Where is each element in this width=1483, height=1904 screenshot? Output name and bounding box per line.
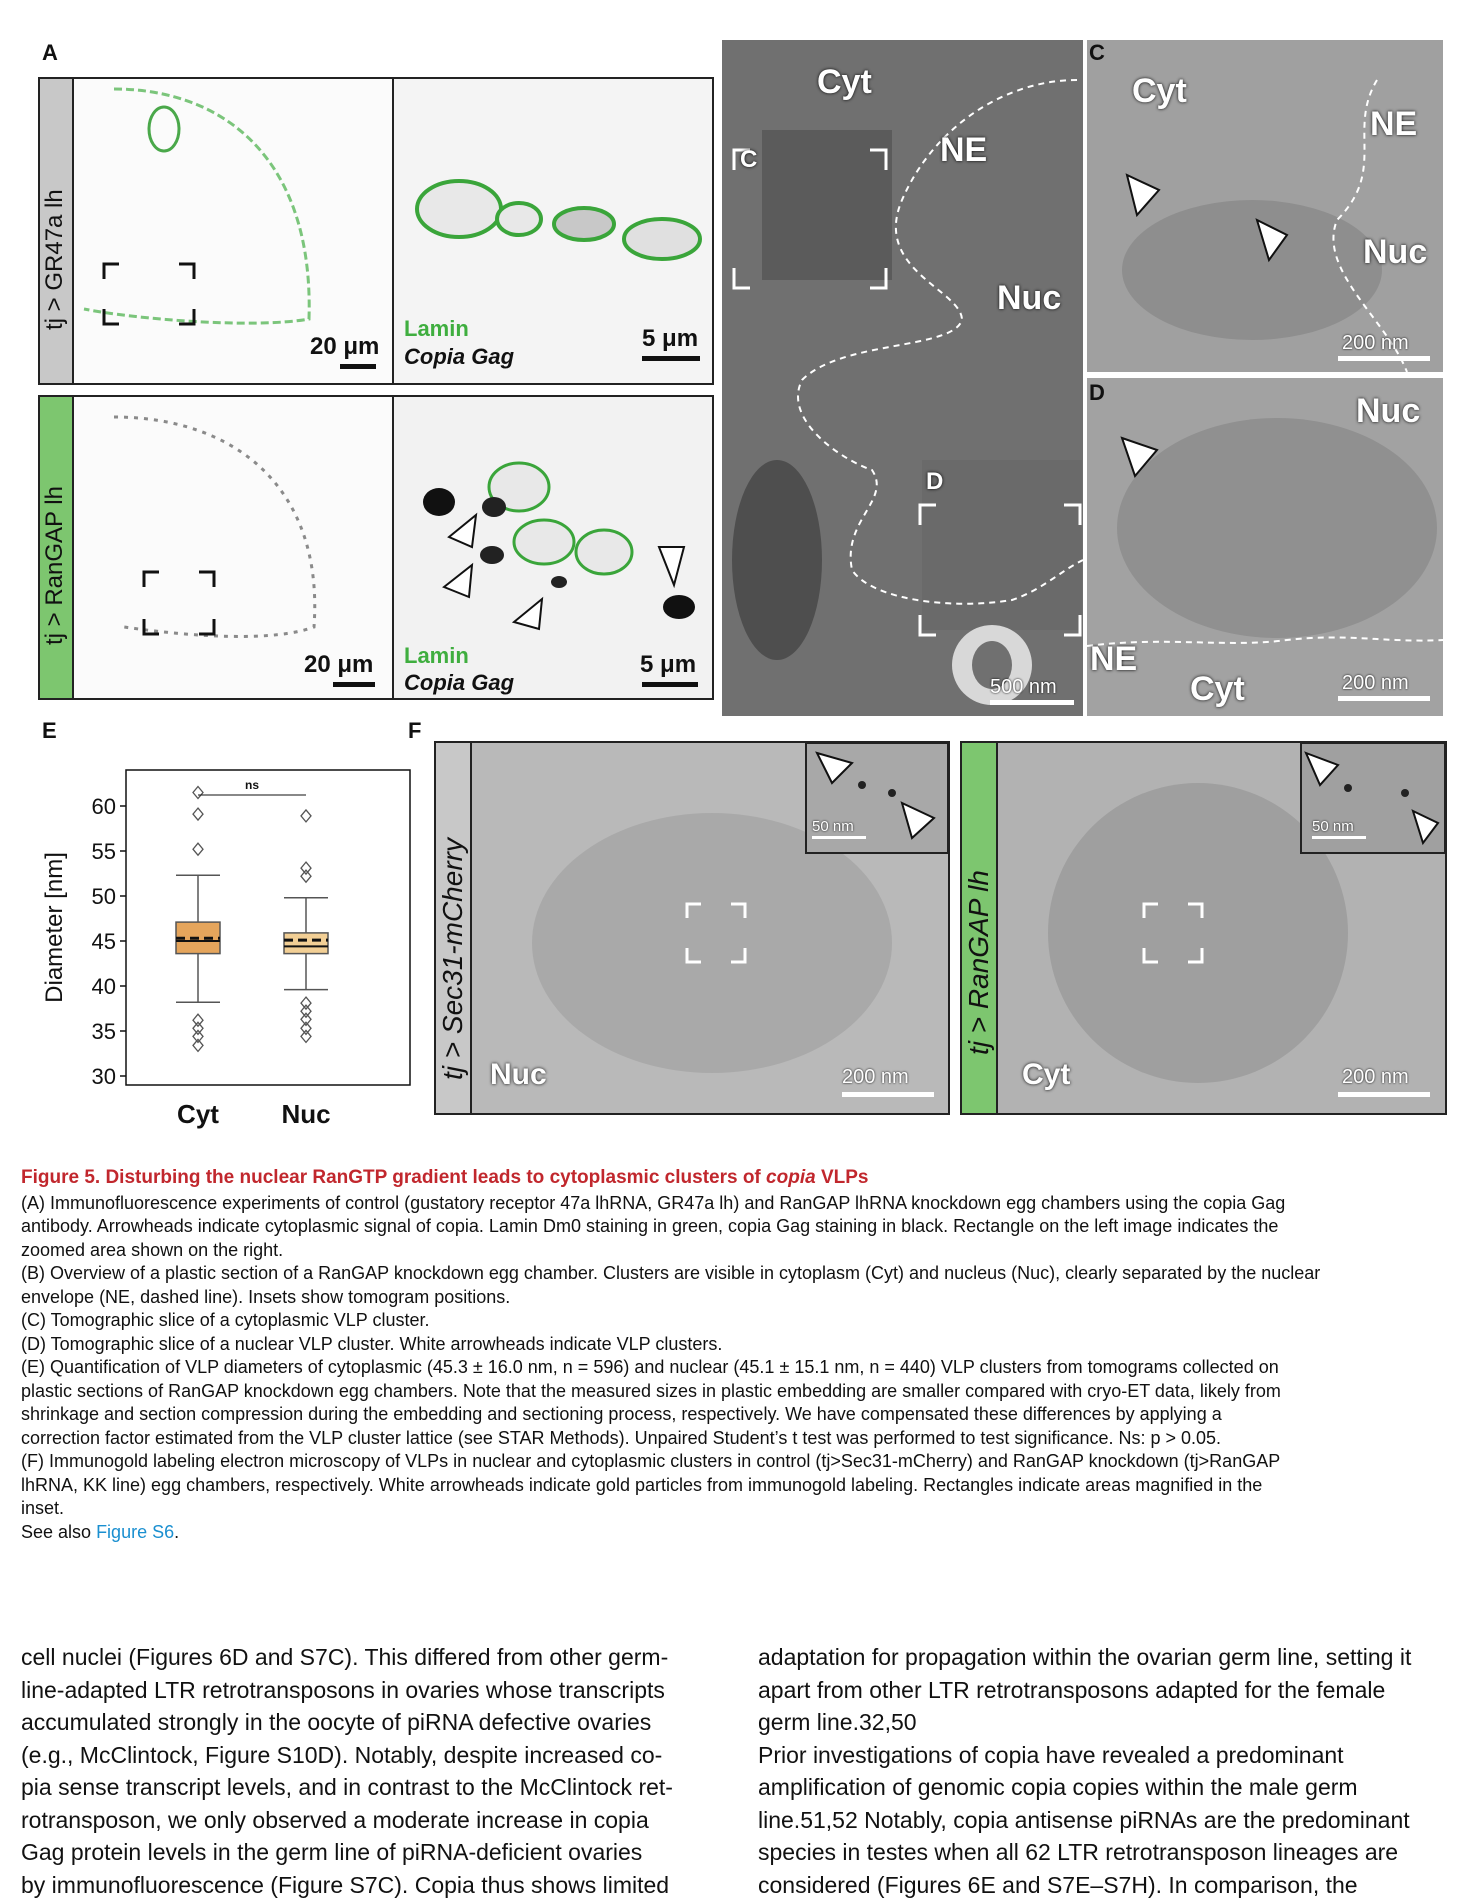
see-also-link[interactable]: Figure S6 — [96, 1521, 175, 1542]
nuclear-envelope-trace — [722, 40, 1083, 716]
panel-f-right-region-label: Cyt — [1022, 1058, 1071, 1091]
see-also-prefix: See also — [21, 1521, 97, 1542]
body-line: rotransposon, we only observed a moderate increase in copia — [21, 1806, 649, 1833]
caption-lines — [21, 1192, 1461, 1521]
panel-b-em-overview — [722, 40, 1083, 716]
caption-line: (A) Immunofluorescence experiments of control (gustatory receptor 47a lhRNA, GR47a lh) and RanGAP lhRNA knockdown egg chambers using the copia Gag — [21, 1192, 1286, 1213]
body-line: line.51,52 Notably, copia antisense piRNAs are the predominant — [758, 1806, 1410, 1833]
panel-a-top-scale-left-label: 20 μm — [310, 333, 380, 360]
caption-line: correction factor estimated from the VLP cluster lattice (see STAR Methods). Unpaired Student’s t test was performed to test significance. Ns: p > 0.05. — [21, 1427, 1222, 1448]
panel-f-left-scale-bar — [842, 1092, 934, 1097]
diameter-boxplot — [40, 730, 420, 1135]
panel-a-top-label: tj > GR47a lh — [41, 189, 68, 330]
outlier-point — [193, 1039, 203, 1051]
panel-letter-c: C — [1089, 40, 1105, 65]
outlier-point — [301, 862, 311, 874]
body-line: by immunofluorescence (Figure S7C). Copia thus shows limited — [21, 1871, 670, 1898]
body-line: apart from other LTR retrotransposons adapted for the female — [758, 1676, 1386, 1703]
caption-see-also — [21, 1521, 1461, 1545]
outlier-point — [193, 1030, 203, 1042]
panel-b-scale-bar — [990, 700, 1074, 705]
panel-a-bottom-scale-right-label: 5 μm — [640, 651, 697, 678]
outlier-point — [193, 1014, 203, 1026]
caption-line: antibody. Arrowheads indicate cytoplasmic signal of copia. Lamin Dm0 staining in green, copia Gag staining in black. Rectangle on the left image indicates the — [21, 1216, 1279, 1236]
panel-f-left-region-label: Nuc — [490, 1058, 547, 1091]
outlier-point — [301, 1022, 311, 1034]
caption-title — [21, 1166, 1461, 1190]
x-tick-label: Nuc — [281, 1099, 331, 1129]
caption-line: envelope (NE, dashed line). Insets show tomogram positions. — [21, 1286, 511, 1307]
caption-line: zoomed area shown on the right. — [21, 1239, 284, 1260]
panel-a-top-legend-lamin: Lamin — [404, 316, 469, 341]
panel-f-right-inset-scale-label: 50 nm — [1312, 818, 1354, 835]
body-line: Prior investigations of copia have revealed a predominant — [758, 1741, 1344, 1768]
panel-letter-a: A — [42, 40, 58, 65]
outlier-point — [301, 1030, 311, 1042]
body-column-right — [758, 1641, 1463, 1901]
body-line: amplification of genomic copia copies within the male germ — [758, 1774, 1358, 1800]
outlier-point — [301, 810, 311, 822]
panel-c-nuc-label: Nuc — [1363, 233, 1428, 271]
body-line: line-adapted LTR retrotransposons in ovaries whose transcripts — [21, 1676, 665, 1703]
panel-f-left-label: tj > Sec31-mCherry — [437, 838, 468, 1080]
caption-line: plastic sections of RanGAP knockdown egg chambers. Note that the measured sizes in plastic embedding are smaller compared with cryo-ET data, likely from — [21, 1380, 1281, 1401]
panel-letter-e: E — [42, 718, 57, 743]
outlier-point — [193, 787, 203, 799]
panel-a-top-scale-right-bar — [642, 356, 700, 361]
body-line: germ line.32,50 — [758, 1709, 917, 1735]
caption-line: (F) Immunogold labeling electron microscopy of VLPs in nuclear and cytoplasmic clusters in control (tj>Sec31-mCherry) and RanGAP knockdown (tj>RanGAP — [21, 1451, 1281, 1471]
caption-line: (C) Tomographic slice of a cytoplasmic VLP cluster. — [21, 1310, 430, 1330]
caption-title-start: Figure 5. Disturbing the nuclear RanGTP gradient leads to cytoplasmic clusters of — [21, 1167, 767, 1188]
y-tick-label: 40 — [91, 974, 116, 999]
outlier-point — [193, 808, 203, 820]
panel-f-right-scale-bar — [1338, 1092, 1430, 1097]
y-axis-label: Diameter [nm] — [41, 852, 68, 1003]
panel-b-inset-d-label: D — [926, 468, 944, 495]
caption-line: (D) Tomographic slice of a nuclear VLP cluster. White arrowheads indicate VLP clusters. — [21, 1333, 723, 1354]
outlier-point — [301, 1013, 311, 1025]
outlier-point — [301, 997, 311, 1009]
x-tick-label: Cyt — [177, 1099, 219, 1129]
caption-title-end: VLPs — [815, 1167, 869, 1188]
panel-a-top-legend-gag: Copia Gag — [404, 344, 515, 369]
panel-b-ne-label: NE — [940, 131, 988, 169]
panel-f-left-inset-scale-label: 50 nm — [812, 818, 854, 835]
y-tick-label: 50 — [91, 884, 116, 909]
body-line: (e.g., McClintock, Figure S10D). Notably, despite increased co- — [21, 1741, 663, 1768]
caption-line: inset. — [21, 1498, 65, 1518]
box-nuc — [284, 933, 328, 954]
body-line: considered (Figures 6E and S7E–S7H). In comparison, the — [758, 1871, 1358, 1898]
caption-line: (B) Overview of a plastic section of a RanGAP knockdown egg chamber. Clusters are visible in cytoplasm (Cyt) and nucleus (Nuc), clearly separated by the nuclear — [21, 1263, 1321, 1283]
see-also-suffix: . — [174, 1521, 180, 1542]
panel-a-bottom-scale-left-label: 20 μm — [304, 651, 374, 678]
panel-a-top-scale-right-label: 5 μm — [642, 325, 699, 352]
y-tick-label: 35 — [91, 1019, 116, 1044]
body-line: accumulated strongly in the oocyte of piRNA defective ovaries — [21, 1709, 652, 1735]
body-line: species in testes when all 62 LTR retrotransposon lineages are — [758, 1839, 1399, 1865]
panel-a-bottom-legend-gag: Copia Gag — [404, 670, 515, 695]
panel-a-bottom-scale-left-bar — [333, 682, 375, 687]
panel-b-inset-c-label: C — [740, 146, 758, 173]
panel-f-left-scale-label: 200 nm — [842, 1066, 909, 1088]
panel-c-cyt-label: Cyt — [1132, 72, 1187, 110]
panel-c-ne-label: NE — [1370, 105, 1418, 143]
panel-b-cyt-label: Cyt — [817, 63, 872, 101]
caption-title-italic: copia — [766, 1167, 816, 1188]
panel-c-scale-bar — [1338, 356, 1430, 361]
panel-letter-d: D — [1089, 380, 1105, 405]
plot-frame — [126, 770, 410, 1085]
figure-caption — [21, 1166, 1461, 1544]
body-line: adaptation for propagation within the ovarian germ line, setting it — [758, 1644, 1412, 1670]
panel-d-ne-label: NE — [1090, 640, 1138, 678]
panel-b-scale-label: 500 nm — [990, 676, 1057, 698]
y-tick-label: 30 — [91, 1064, 116, 1089]
panel-a-bottom-legend-lamin: Lamin — [404, 643, 469, 668]
outlier-point — [193, 1022, 203, 1034]
outlier-point — [301, 870, 311, 882]
panel-b-nuc-label: Nuc — [997, 279, 1062, 317]
panel-a-top-scale-left-bar — [340, 364, 376, 369]
body-line: Gag protein levels in the germ line of piRNA-deficient ovaries — [21, 1839, 643, 1865]
body-line: pia sense transcript levels, and in contrast to the McClintock ret- — [21, 1774, 673, 1800]
body-line: cell nuclei (Figures 6D and S7C). This differed from other germ- — [21, 1644, 669, 1670]
panel-f-right-scale-label: 200 nm — [1342, 1066, 1409, 1088]
caption-line: shrinkage and section compression during the embedding and sectioning process, respectively. We have compensated these differences by applying a — [21, 1404, 1222, 1424]
panel-a-bottom-scale-right-bar — [642, 682, 698, 687]
y-tick-label: 55 — [91, 839, 116, 864]
outlier-point — [301, 1005, 311, 1017]
panel-f-right-label: tj > RanGAP lh — [963, 870, 994, 1055]
panel-f-right-inset-scale-bar — [1312, 836, 1366, 839]
panel-d-nuc-label: Nuc — [1356, 392, 1421, 430]
panel-d-scale-label: 200 nm — [1342, 672, 1409, 694]
panel-d-cyt-label: Cyt — [1190, 670, 1245, 708]
panel-d-scale-bar — [1338, 696, 1430, 701]
caption-line: (E) Quantification of VLP diameters of cytoplasmic (45.3 ± 16.0 nm, n = 596) and nuclear (45.1 ± 15.1 nm, n = 440) VLP clusters from tomograms collected on — [21, 1357, 1279, 1377]
y-tick-label: 45 — [91, 929, 116, 954]
outlier-point — [193, 843, 203, 855]
caption-line: lhRNA, KK line) egg chambers, respectively. White arrowheads indicate gold particles from immunogold labeling. Rectangles indicate areas magnified in the — [21, 1474, 1263, 1495]
body-column-left — [21, 1641, 726, 1901]
panel-c-scale-label: 200 nm — [1342, 332, 1409, 354]
panel-f-left-inset-scale-bar — [812, 836, 866, 839]
panel-letter-f: F — [408, 718, 422, 743]
significance-label: ns — [244, 778, 260, 792]
panel-a-bottom-label: tj > RanGAP lh — [41, 486, 68, 645]
y-tick-label: 60 — [91, 794, 116, 819]
